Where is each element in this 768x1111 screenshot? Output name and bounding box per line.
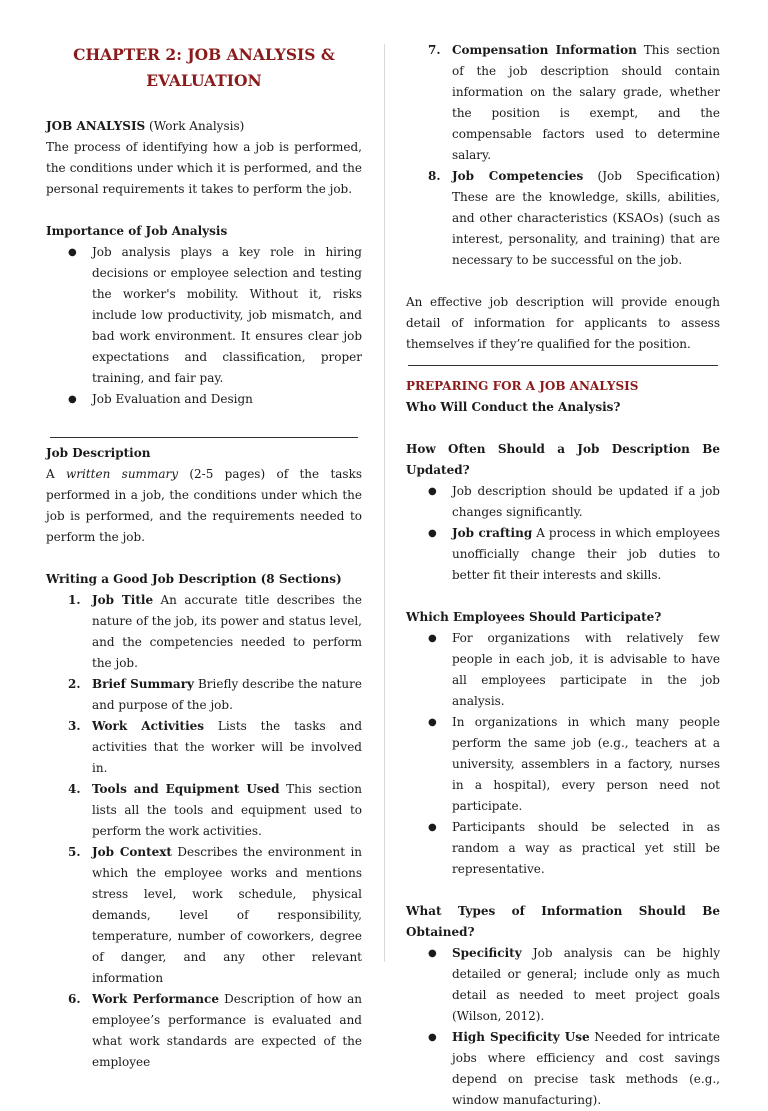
section-number: 4. [68, 782, 81, 796]
which-item: ● For organizations with relatively few people in each job, it is advisable to have all employees participate in the job analysis. [406, 628, 720, 712]
item-desc: Job analysis can be highly detailed or general; include only as much detail as needed to meet project goals (Wilson, 2012). [452, 946, 720, 1023]
job-description-definition [46, 464, 362, 548]
column-divider [384, 44, 385, 962]
section-term: Brief Summary [92, 677, 194, 691]
types-heading: What Types of Information Should Be Obtained? [406, 904, 720, 939]
how-often-heading: How Often Should a Job Description Be Updated? [406, 442, 720, 477]
section-desc: An accurate title describes the nature of the job, its power and status level, and the competencies needed to perform the job. [92, 593, 362, 670]
section-item [46, 842, 362, 989]
which-list [406, 628, 720, 880]
which-item: ● Participants should be selected in as random a way as practical yet still be representative. [406, 817, 720, 880]
section-term: Job Context [92, 845, 172, 859]
importance-list [46, 242, 362, 410]
item-term: Job crafting [452, 526, 533, 540]
item-desc: Job description should be updated if a job changes significantly. [452, 484, 720, 519]
job-analysis-definition: The process of identifying how a job is performed, the conditions under which it is performed, and the personal requirements it takes to perform the job. [46, 140, 362, 196]
section-number: 7. [428, 43, 441, 57]
section-term: Job Competencies [452, 169, 584, 183]
job-description-heading: Job Description [46, 446, 151, 460]
section-item [46, 716, 362, 779]
which-item: ● In organizations in which many people perform the same job (e.g., teachers at a university, assemblers in a factory, nurses in a hospital), every person need not participate. [406, 712, 720, 817]
section-item [406, 166, 720, 271]
how-often-item [406, 481, 720, 523]
item-term: Specificity [452, 946, 522, 960]
effective-paragraph: An effective job description will provide enough detail of information for applicants to assess themselves if they’re qualified for the position. [406, 295, 720, 351]
section-number: 3. [68, 719, 81, 733]
jd-italic: written summary [66, 467, 178, 481]
job-analysis-term: JOB ANALYSIS [46, 119, 146, 133]
section-term: Compensation Information [452, 43, 637, 57]
importance-heading: Importance of Job Analysis [46, 224, 228, 238]
writing-heading: Writing a Good Job Description (8 Sections) [46, 572, 342, 586]
left-column [46, 40, 362, 1073]
item-desc: Needed for intricate jobs where efficiency and cost savings depend on precise task methods (e.g., window manufacturing). [452, 1030, 720, 1107]
section-term: Tools and Equipment Used [92, 782, 280, 796]
jd-prefix: A [46, 467, 67, 481]
section-item [46, 989, 362, 1073]
item-term: High Specificity Use [452, 1030, 590, 1044]
section-item [46, 779, 362, 842]
sections-list [46, 590, 362, 1073]
section-desc: Description of how an employee’s performance is evaluated and what work standards are expected of the employee [92, 992, 362, 1069]
how-often-item [406, 523, 720, 586]
sections-list-continued [406, 40, 720, 271]
section-item [46, 590, 362, 674]
section-term: Work Performance [92, 992, 219, 1006]
section-number: 5. [68, 845, 81, 859]
section-number: 2. [68, 677, 81, 691]
section-desc: Lists the tasks and activities that the worker will be involved in. [92, 719, 363, 775]
section-divider [408, 365, 718, 366]
jd-rest: (2-5 pages) of the tasks performed in a job, the conditions under which the job is performed, and the requirements needed to perform the job. [46, 467, 363, 544]
section-desc: This section lists all the tools and equipment used to perform the work activities. [92, 782, 363, 838]
which-heading: Which Employees Should Participate? [406, 610, 662, 624]
right-column [406, 40, 720, 1111]
job-analysis-paren: (Work Analysis) [145, 119, 245, 133]
importance-item: ● Job Evaluation and Design [46, 389, 362, 410]
section-desc: This section of the job description should contain information on the salary grade, whether the position is exempt, and the compensable factors used to determine salary. [452, 43, 720, 162]
section-term: Job Title [92, 593, 154, 607]
chapter-title: CHAPTER 2: JOB ANALYSIS & EVALUATION [73, 45, 335, 90]
who-heading: Who Will Conduct the Analysis? [406, 400, 621, 414]
section-divider [50, 437, 358, 438]
types-list [406, 943, 720, 1111]
item-desc: A process in which employees unofficially change their job duties to better fit their interests and skills. [452, 526, 720, 582]
types-item [406, 943, 720, 1027]
importance-item: ● Job analysis plays a key role in hiring decisions or employee selection and testing the worker's mobility. Without it, risks include low productivity, job mismatch, and bad work environment. It ensures clear job expectations and classification, proper training, and fair pay. [46, 242, 362, 389]
job-analysis-heading-line [46, 116, 362, 137]
section-desc: Briefly describe the nature and purpose of the job. [92, 677, 363, 712]
section-desc: (Job Specification) These are the knowledge, skills, abilities, and other characteristics (KSAOs) (such as interest, personality, and training) that are necessary to be successful on the job. [452, 169, 720, 267]
section-number: 6. [68, 992, 81, 1006]
section-term: Work Activities [92, 719, 205, 733]
section-number: 8. [428, 169, 441, 183]
section-desc: Describes the environment in which the employee works and mentions stress level, work schedule, physical demands, level of responsibility, temperature, number of coworkers, degree of danger, and any other relevant information [92, 845, 363, 985]
types-item [406, 1027, 720, 1111]
section-item [406, 40, 720, 166]
preparing-heading: PREPARING FOR A JOB ANALYSIS [406, 379, 639, 393]
section-item [46, 674, 362, 716]
section-number: 1. [68, 593, 81, 607]
how-often-list [406, 481, 720, 586]
